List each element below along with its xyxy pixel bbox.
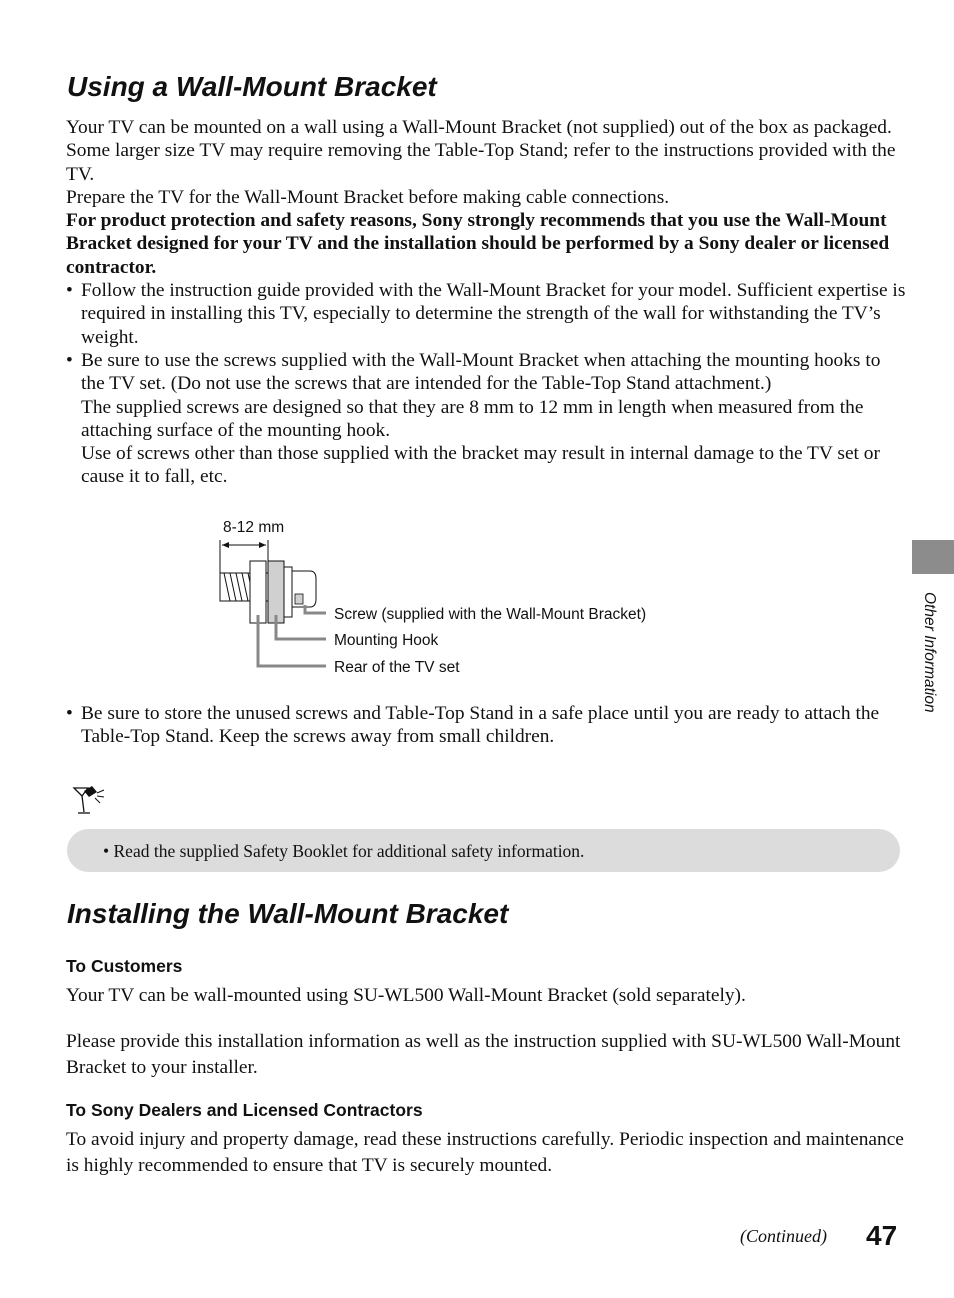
- tip-text: • Read the supplied Safety Booklet for additional safety information.: [103, 841, 585, 861]
- subheading-to-customers: To Customers: [66, 956, 183, 976]
- screw-mounting-diagram: [210, 515, 710, 685]
- diagram-label-hook: Mounting Hook: [334, 632, 439, 649]
- mounting-hook: [268, 561, 284, 623]
- tip-box: [67, 829, 900, 872]
- screw-washer: [284, 567, 292, 617]
- dimension-arrow-left: [222, 542, 229, 548]
- customers-paragraph-2: Please provide this installation information as well as the instruction supplied with SU-WL500 Wall-Mount Bracket to your installer.: [66, 1031, 901, 1078]
- bullet-item: [66, 279, 906, 349]
- screw-head-marker: [295, 594, 303, 604]
- section-title-using-wall-mount: Using a Wall-Mount Bracket: [67, 71, 437, 102]
- bullet-subparagraph: The supplied screws are designed so that they are 8 mm to 12 mm in length when measured from the attaching surface of the mounting hook.: [81, 396, 864, 441]
- safety-warning: For product protection and safety reasons, Sony strongly recommends that you use the Wall-Mount Bracket designed for your TV and the installation should be performed by a Sony dealer or licensed contractor.: [66, 210, 890, 278]
- prepare-paragraph: Prepare the TV for the Wall-Mount Bracket before making cable connections.: [66, 186, 670, 208]
- rear-panel: [250, 561, 266, 623]
- bullet-subparagraph: Use of screws other than those supplied with the bracket may result in internal damage to the TV set or cause it to fall, etc.: [81, 443, 880, 488]
- bullet-text: Be sure to store the unused screws and Table-Top Stand in a safe place until you are ready to attach the Table-Top Stand. Keep the screws away from small children.: [81, 703, 880, 748]
- bullet-item: [66, 349, 906, 489]
- customers-paragraph-1: Your TV can be wall-mounted using SU-WL500 Wall-Mount Bracket (sold separately).: [66, 985, 746, 1006]
- bullet-marker: •: [66, 349, 73, 371]
- page-number: 47: [866, 1220, 898, 1251]
- diagram-label-screw: Screw (supplied with the Wall-Mount Bracket): [334, 606, 647, 623]
- section-title-installing-wall-mount: Installing the Wall-Mount Bracket: [67, 898, 509, 929]
- bullet-text: Follow the instruction guide provided with the Wall-Mount Bracket for your model. Sufficient expertise is required in installing this TV, especially to determine the strength of the wall for withstanding the TV’s weight.: [81, 280, 906, 348]
- diagram-label-rear: Rear of the TV set: [334, 659, 460, 676]
- side-tab-marker: [912, 540, 954, 574]
- side-tab-label: Other Information: [921, 592, 938, 713]
- dealers-paragraph: To avoid injury and property damage, read these instructions carefully. Periodic inspection and maintenance is highly recommended to ensure that TV is securely mounted.: [66, 1129, 904, 1176]
- subheading-dealers: To Sony Dealers and Licensed Contractors: [66, 1100, 423, 1120]
- dimension-arrow-right: [259, 542, 266, 548]
- bullet-text: Be sure to use the screws supplied with the Wall-Mount Bracket when attaching the mounting hooks to the TV set. (Do not use the screws that are intended for the Table-Top Stand attachment.): [81, 349, 881, 395]
- bullet-marker: •: [66, 703, 73, 724]
- dimension-label: 8-12 mm: [223, 519, 285, 536]
- continued-label: (Continued): [740, 1226, 827, 1246]
- intro-paragraph: Your TV can be mounted on a wall using a Wall-Mount Bracket (not supplied) out of the box as packaged. Some larger size TV may require removing the Table-Top Stand; refer to the instructions provided with the TV.: [66, 117, 896, 185]
- bullet-marker: •: [66, 280, 73, 302]
- section1-body-continued: [66, 702, 906, 749]
- lamp-hint-icon: [70, 784, 110, 818]
- bullet-item: [66, 702, 906, 749]
- section1-body: [66, 116, 906, 489]
